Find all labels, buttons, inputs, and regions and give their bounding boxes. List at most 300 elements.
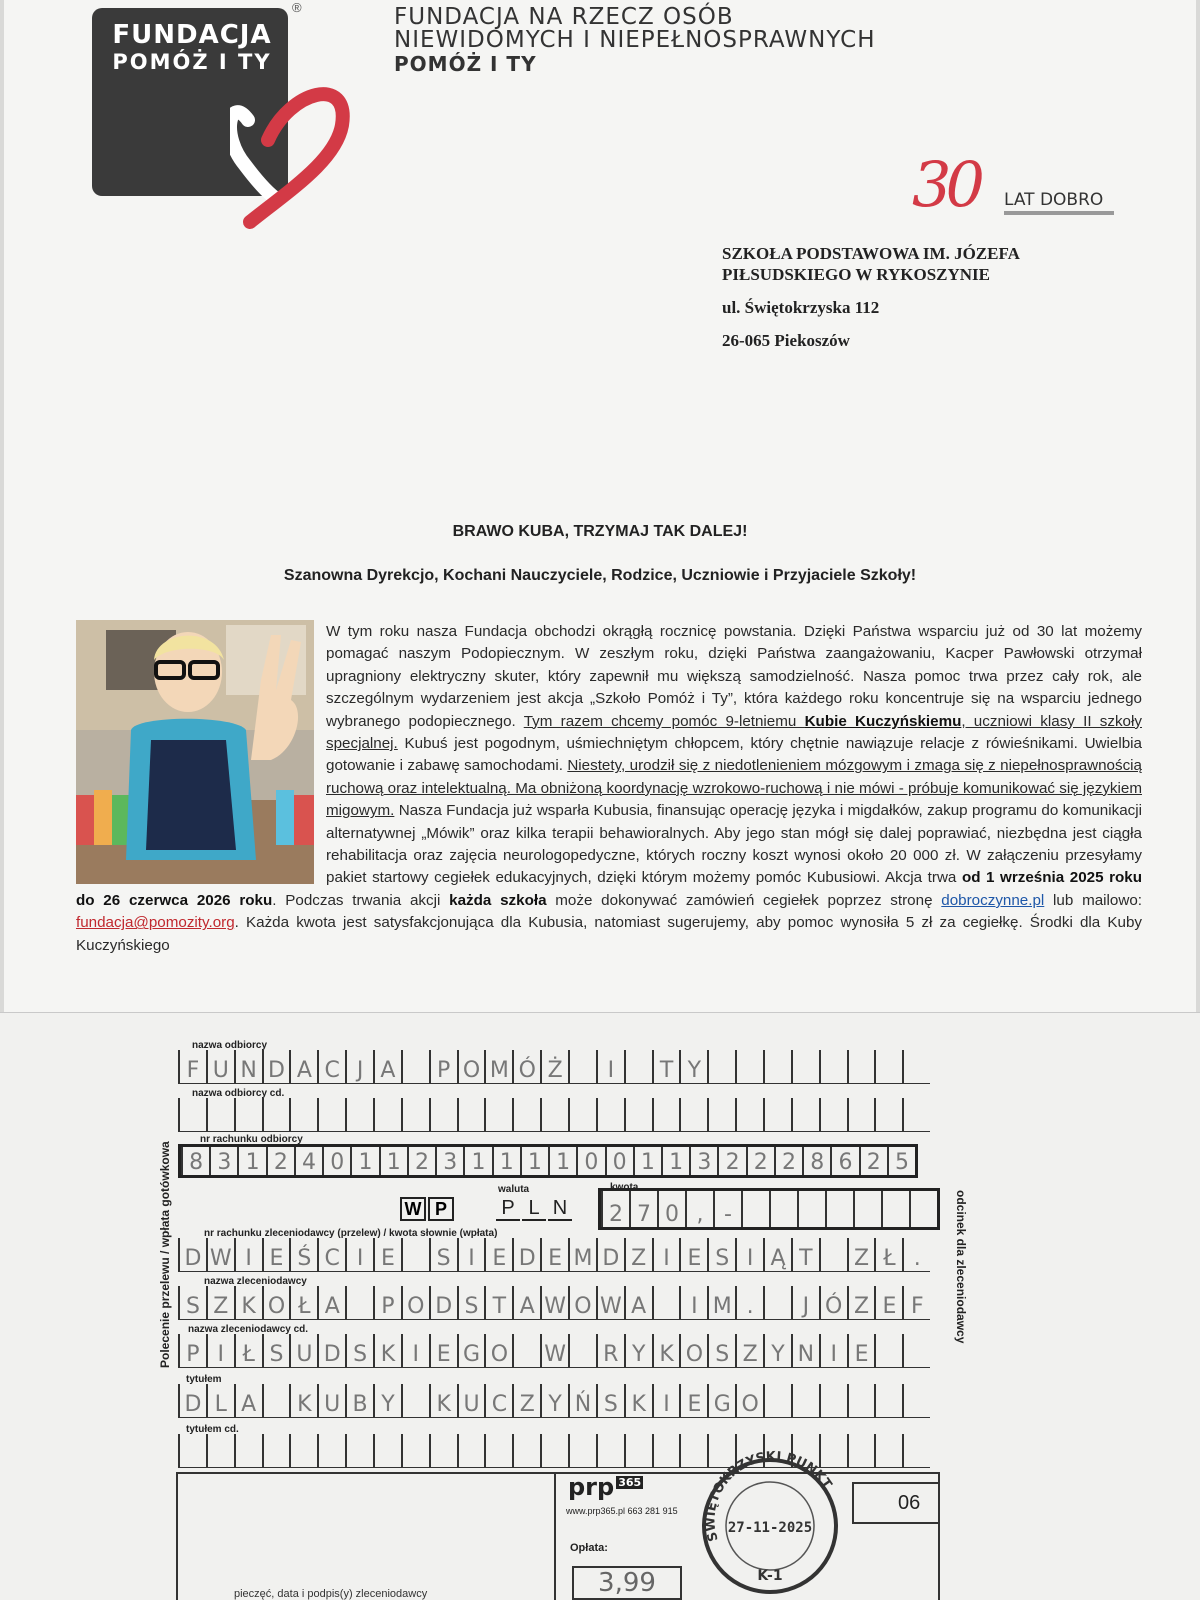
slip-cell: E <box>847 1334 875 1367</box>
slip-cell: I <box>735 1238 763 1271</box>
slip-cell: D <box>178 1384 206 1417</box>
account-cells <box>181 1147 915 1175</box>
slip-cell: U <box>289 1334 317 1367</box>
slip-cell <box>262 1098 290 1131</box>
slip-cell: D <box>429 1286 457 1319</box>
slip-cell: M <box>568 1238 596 1271</box>
slip-cell <box>373 1434 401 1467</box>
slip-cell: Y <box>679 1050 707 1083</box>
slip-cell: W <box>540 1334 568 1367</box>
slip-cell <box>902 1098 930 1131</box>
slip-cell: A <box>234 1384 262 1417</box>
paragraph-kubus: Kubuś jest pogodnym, uśmiechniętym chłopcem, który chętnie nawiązuje relacje z rówieśnikami. Uwielbia gotowanie i zabawę samochodami. <box>326 735 1142 775</box>
slip-cell <box>707 1050 735 1083</box>
slip-cell: K <box>652 1334 680 1367</box>
heart-icon <box>230 80 360 230</box>
org-name-line2: NIEWIDOMYCH I NIEPEŁNOSPRAWNYCH <box>394 27 876 53</box>
slip-cell: K <box>429 1384 457 1417</box>
slip-cell <box>206 1098 234 1131</box>
slip-cell <box>874 1050 902 1083</box>
slip-cell: D <box>596 1238 624 1271</box>
slip-cell: I <box>206 1334 234 1367</box>
slip-cell: 0 <box>605 1147 633 1175</box>
slip-cell: W <box>540 1286 568 1319</box>
slip-cell <box>735 1098 763 1131</box>
slip-cell: Z <box>847 1286 875 1319</box>
slip-cell: Ó <box>512 1050 540 1083</box>
letter-body <box>76 621 1142 957</box>
paragraph-support: Nasza Fundacja już wsparła Kubusia, finansując operację języka i migdałków, zakup programu do komunikacji alternatywnej „Mówik” oraz kilka terapii behawioralnych. Aby jego stan mógł się dalej poprawiać, niezbędna jest ciągła rehabilitacja oraz zajęcia neurologopedyczne, których roczny koszt wynosi około 20 000 zł. W załączeniu przesyłamy pakiet startowy cegiełek edukacyjnych, dzięki którym możemy pomóc Kubusiowi. Akcja trwa <box>326 802 1142 887</box>
slip-cell: Y <box>763 1334 791 1367</box>
slip-cell: U <box>317 1384 345 1417</box>
slip-cell: I <box>234 1238 262 1271</box>
slip-cell: A <box>512 1286 540 1319</box>
child-name: Kubie Kuczyńskiemu <box>804 712 962 730</box>
currency-char-3: N <box>548 1197 572 1221</box>
slip-cell <box>847 1434 875 1467</box>
slip-cell <box>568 1050 596 1083</box>
slip-cell <box>596 1434 624 1467</box>
slip-cell: O <box>457 1050 485 1083</box>
slip-cell: S <box>429 1238 457 1271</box>
slip-cell <box>401 1384 429 1417</box>
slip-cell: E <box>484 1238 512 1271</box>
slip-cell <box>874 1334 902 1367</box>
slip-cell <box>262 1384 290 1417</box>
slip-cell: G <box>457 1334 485 1367</box>
slip-cell: 4 <box>294 1147 322 1175</box>
slip-cell: O <box>568 1286 596 1319</box>
slip-cell: C <box>484 1384 512 1417</box>
slip-cell: E <box>262 1238 290 1271</box>
slip-cell: Ó <box>819 1286 847 1319</box>
prp-site: www.prp365.pl 663 281 915 <box>566 1506 678 1516</box>
slip-cell: Ł <box>234 1334 262 1367</box>
amount-field[interactable] <box>598 1188 940 1230</box>
website-link[interactable]: dobroczynne.pl <box>941 891 1045 909</box>
slip-cell <box>206 1434 234 1467</box>
slip-cell <box>540 1434 568 1467</box>
slip-cell <box>819 1098 847 1131</box>
slip-cell: I <box>679 1286 707 1319</box>
slip-cell: I <box>652 1384 680 1417</box>
slip-cell: E <box>679 1238 707 1271</box>
label-account: nr rachunku odbiorcy <box>200 1134 303 1145</box>
paragraph-class: , uczniowi klasy II szkoły specjalnej. <box>326 712 1142 753</box>
slip-cell <box>345 1286 373 1319</box>
slip-cell: D <box>178 1238 206 1271</box>
signature-note: pieczęć, data i podpis(y) zleceniodawcy <box>234 1588 428 1600</box>
amount-cells <box>601 1191 937 1227</box>
post-office-stamp <box>690 1440 850 1600</box>
recipient-line2: PIŁSUDSKIEGO W RYKOSZYNIE <box>722 265 991 284</box>
slip-cell: 0 <box>576 1147 604 1175</box>
slip-cell: U <box>457 1384 485 1417</box>
label-currency: waluta <box>498 1184 530 1195</box>
slip-cell: A <box>373 1050 401 1083</box>
slip-cell: T <box>652 1050 680 1083</box>
slip-cell <box>902 1434 930 1467</box>
slip-cell: I <box>596 1050 624 1083</box>
slip-cell <box>568 1098 596 1131</box>
slip-cell: M <box>484 1050 512 1083</box>
slip-cell: F <box>178 1050 206 1083</box>
slip-cell <box>847 1384 875 1417</box>
slip-cell: 3 <box>209 1147 237 1175</box>
slip-cell <box>763 1098 791 1131</box>
slip-cell <box>902 1384 930 1417</box>
slip-cell: D <box>317 1334 345 1367</box>
paragraph-closing: . Każda kwota jest satysfakcjonująca dla Kubusia, natomiast sugerujemy, aby pomoc wynosiła 5 zł za cegiełkę. Środki dla Kuby Kuczyńskiego <box>76 914 1142 954</box>
org-name-line3: POMÓŻ I TY <box>394 52 537 76</box>
slip-cell <box>797 1191 825 1227</box>
slip-cell: C <box>317 1050 345 1083</box>
slip-cell <box>741 1191 769 1227</box>
slip-cell: O <box>735 1384 763 1417</box>
slip-cell <box>652 1434 680 1467</box>
label-payer-account: nr rachunku zleceniodawcy (przelew) / kwota słownie (wpłata) <box>204 1228 498 1239</box>
stamp-text: ŚWIĘTOKRZYSKI PUNKT <box>703 1449 835 1544</box>
slip-cell: Y <box>624 1334 652 1367</box>
paragraph-order: może dokonywać zamówień cegiełek poprzez stronę <box>546 891 942 909</box>
slip-cell: S <box>707 1238 735 1271</box>
paragraph-condition: Niestety, urodził się z niedotlenieniem mózgowym i zmaga się z niepełnosprawnością ruchową oraz intelektualną. Ma obniżoną koordynację wzrokowo-ruchową i nie mówi - próbuje komunikować się językiem migowym. <box>326 757 1143 820</box>
recipient-cells <box>178 1050 930 1083</box>
slip-cell: 1 <box>492 1147 520 1175</box>
label-payer: nazwa zleceniodawcy <box>204 1276 307 1287</box>
slip-cell <box>763 1050 791 1083</box>
fee-label: Opłata: <box>570 1542 608 1554</box>
slip-cell: E <box>679 1384 707 1417</box>
slip-cell <box>707 1098 735 1131</box>
slip-cell <box>401 1434 429 1467</box>
slip-cell: 1 <box>661 1147 689 1175</box>
slip-cell: Z <box>206 1286 234 1319</box>
slip-cell: W <box>596 1286 624 1319</box>
slip-cell: E <box>429 1334 457 1367</box>
slip-cell: 3 <box>435 1147 463 1175</box>
slip-cell: K <box>373 1334 401 1367</box>
slip-cell <box>874 1098 902 1131</box>
slip-cell: D <box>512 1238 540 1271</box>
slip-cell: 2 <box>407 1147 435 1175</box>
stamp-code: K-1 <box>757 1568 783 1584</box>
slip-cell: 2 <box>774 1147 802 1175</box>
slip-cell <box>178 1434 206 1467</box>
currency-char-1: P <box>496 1197 520 1221</box>
slip-cell <box>819 1238 847 1271</box>
recipient-cd-field[interactable] <box>178 1098 930 1132</box>
paragraph-intro: W tym roku nasza Fundacja obchodzi okrągłą rocznicę powstania. Dzięki Państwa wsparciu już od 30 lat możemy pomagać naszym Podopiecznym. W zeszłym roku, dzięki Państwa zaangażowaniu, Kacper Pawłowski otrzymał upragniony elektryczny skuter, który zapewnił mu większą samodzielność. Nasza pomoc trwa przez cały rok, ale szczególnym wydarzeniem jest akcja „Szkoło Pomóż i Ty”, która każdego roku koncentruje się na wsparciu jednego wybranego podopiecznego. <box>326 623 1142 730</box>
slip-cell <box>819 1384 847 1417</box>
slip-cell: 1 <box>520 1147 548 1175</box>
slip-side-label-right: odcinek dla zleceniodawcy <box>954 1190 968 1344</box>
slip-cell: C <box>317 1238 345 1271</box>
slip-cell: Ń <box>568 1384 596 1417</box>
slip-cell: Ł <box>874 1238 902 1271</box>
slip-cell: N <box>791 1334 819 1367</box>
slip-cell: W <box>206 1238 234 1271</box>
slip-cell: I <box>652 1238 680 1271</box>
slip-cell <box>652 1098 680 1131</box>
fee-value: 3,99 <box>572 1566 682 1600</box>
recipient-city: 26-065 Piekoszów <box>722 331 850 350</box>
slip-cell <box>234 1434 262 1467</box>
anniversary-text: LAT DOBRO <box>1004 190 1104 210</box>
slip-cell <box>484 1098 512 1131</box>
anniversary-tagline-mark <box>1004 211 1114 215</box>
paragraph-help-intro: Tym razem chcemy pomóc 9-letniemu <box>523 712 805 730</box>
slip-cell <box>540 1098 568 1131</box>
slip-cell <box>512 1434 540 1467</box>
registered-mark: ® <box>292 0 302 15</box>
slip-cell: J <box>791 1286 819 1319</box>
email-link[interactable]: fundacja@pomozity.org <box>76 914 235 932</box>
slip-cell: E <box>373 1238 401 1271</box>
slip-cell: A <box>317 1286 345 1319</box>
slip-cell: 0 <box>657 1191 685 1227</box>
slip-cell <box>234 1098 262 1131</box>
slip-cell <box>763 1384 791 1417</box>
signature-box <box>176 1472 556 1600</box>
slip-cell <box>345 1434 373 1467</box>
slip-cell: B <box>345 1384 373 1417</box>
slip-cell: F <box>902 1286 930 1319</box>
slip-cell <box>902 1334 930 1367</box>
slip-cell <box>262 1434 290 1467</box>
stamp-date: 27-11-2025 <box>727 1520 813 1536</box>
slip-cell: I <box>345 1238 373 1271</box>
currency-char-2: L <box>522 1197 546 1221</box>
slip-cell: 5 <box>887 1147 915 1175</box>
letter-salutation: Szanowna Dyrekcjo, Kochani Nauczyciele, Rodzice, Uczniowie i Przyjaciele Szkoły! <box>283 567 917 584</box>
slip-cell <box>624 1098 652 1131</box>
slip-cell: I <box>457 1238 485 1271</box>
slip-cell: I <box>401 1334 429 1367</box>
anniversary-number: 30 <box>912 148 979 221</box>
slip-cell <box>791 1384 819 1417</box>
slip-cell <box>763 1286 791 1319</box>
prp-brand: prp <box>568 1473 615 1501</box>
slip-cell: 1 <box>350 1147 378 1175</box>
slip-cell: , <box>685 1191 713 1227</box>
slip-cell <box>847 1050 875 1083</box>
slip-cell <box>819 1050 847 1083</box>
recipient-street: ul. Świętokrzyska 112 <box>722 298 880 317</box>
slip-cell: 2 <box>859 1147 887 1175</box>
slip-cell <box>881 1191 909 1227</box>
slip-cell: Ż <box>540 1050 568 1083</box>
slip-cell <box>345 1098 373 1131</box>
label-title-cd: tytułem cd. <box>186 1424 239 1435</box>
slip-cell: Y <box>373 1384 401 1417</box>
slip-cell: S <box>262 1334 290 1367</box>
label-payer-cd: nazwa zleceniodawcy cd. <box>188 1324 309 1335</box>
slip-cell: P <box>429 1050 457 1083</box>
slip-cell <box>373 1098 401 1131</box>
slip-cell: Ł <box>289 1286 317 1319</box>
slip-cell: M <box>707 1286 735 1319</box>
slip-cell: - <box>713 1191 741 1227</box>
slip-cell: Ś <box>289 1238 317 1271</box>
slip-cell: S <box>457 1286 485 1319</box>
slip-cell: P <box>178 1334 206 1367</box>
slip-cell: Z <box>624 1238 652 1271</box>
slip-cell: 0 <box>322 1147 350 1175</box>
slip-cell <box>457 1098 485 1131</box>
logo-line2: POMÓŻ I TY <box>112 50 272 74</box>
payer-cd-field[interactable] <box>178 1334 930 1368</box>
slip-cell: 2 <box>266 1147 294 1175</box>
label-title: tytułem <box>186 1374 222 1385</box>
slip-cell <box>847 1098 875 1131</box>
slip-cell: T <box>484 1286 512 1319</box>
slip-cell: N <box>234 1050 262 1083</box>
slip-cell <box>289 1434 317 1467</box>
slip-cell <box>512 1334 540 1367</box>
slip-cell: G <box>707 1384 735 1417</box>
slip-cell <box>317 1098 345 1131</box>
slip-cell: S <box>345 1334 373 1367</box>
label-amount: kwota <box>610 1182 639 1193</box>
amount-words-cells <box>178 1238 930 1271</box>
slip-cell <box>484 1434 512 1467</box>
slip-cell: E <box>874 1286 902 1319</box>
payer-cells <box>178 1286 930 1319</box>
slip-cell: . <box>735 1286 763 1319</box>
each-school: każda szkoła <box>449 891 547 909</box>
slip-cell: A <box>289 1050 317 1083</box>
prp-badge: 365 <box>618 1476 642 1489</box>
slip-cell: P <box>373 1286 401 1319</box>
slip-cell: K <box>234 1286 262 1319</box>
form-number-box <box>852 1482 940 1524</box>
slip-cell: U <box>206 1050 234 1083</box>
slip-cell: A <box>624 1286 652 1319</box>
slip-cell: O <box>262 1286 290 1319</box>
slip-cell <box>853 1191 881 1227</box>
slip-cell: 1 <box>548 1147 576 1175</box>
code-box-p: P <box>428 1197 454 1221</box>
slip-cell <box>401 1050 429 1083</box>
slip-cell <box>874 1434 902 1467</box>
prp-logo <box>568 1473 643 1501</box>
slip-cell <box>909 1191 937 1227</box>
title-cells <box>178 1384 930 1417</box>
slip-cell <box>624 1050 652 1083</box>
slip-cell: Ą <box>763 1238 791 1271</box>
slip-cell: 1 <box>237 1147 265 1175</box>
recipient-cd-cells <box>178 1098 930 1131</box>
slip-cell: E <box>540 1238 568 1271</box>
payer-cd-cells <box>178 1334 930 1367</box>
label-recipient-cd: nazwa odbiorcy cd. <box>192 1088 285 1099</box>
slip-cell <box>791 1050 819 1083</box>
code-box-w: W <box>400 1197 426 1221</box>
slip-cell <box>457 1434 485 1467</box>
slip-cell <box>874 1384 902 1417</box>
slip-cell <box>429 1098 457 1131</box>
slip-cell: Y <box>540 1384 568 1417</box>
slip-cell <box>178 1098 206 1131</box>
slip-cell <box>568 1334 596 1367</box>
amount-words-field[interactable] <box>178 1238 930 1272</box>
slip-cell: S <box>707 1334 735 1367</box>
slip-cell <box>512 1098 540 1131</box>
slip-cell <box>289 1098 317 1131</box>
paragraph-or-mail: lub mailowo: <box>1044 891 1142 909</box>
slip-cell: I <box>819 1334 847 1367</box>
logo-line1: FUNDACJA <box>112 20 272 50</box>
slip-cell: 2 <box>717 1147 745 1175</box>
slip-cell: 8 <box>181 1147 209 1175</box>
form-number: 06 <box>898 1492 921 1514</box>
slip-cell: 7 <box>629 1191 657 1227</box>
paragraph-during: . Podczas trwania akcji <box>272 891 450 909</box>
slip-cell: L <box>206 1384 234 1417</box>
letter-headline: BRAWO KUBA, TRZYMAJ TAK DALEJ! <box>452 523 748 540</box>
slip-cell: O <box>679 1334 707 1367</box>
org-name-line1: FUNDACJA NA RZECZ OSÓB <box>394 4 734 30</box>
slip-cell: S <box>596 1384 624 1417</box>
slip-cell: 1 <box>633 1147 661 1175</box>
slip-cell <box>596 1098 624 1131</box>
slip-cell: 6 <box>830 1147 858 1175</box>
slip-cell: 1 <box>463 1147 491 1175</box>
slip-cell: Z <box>735 1334 763 1367</box>
slip-cell <box>317 1434 345 1467</box>
slip-cell: 1 <box>379 1147 407 1175</box>
slip-cell <box>902 1050 930 1083</box>
slip-cell <box>652 1286 680 1319</box>
slip-cell <box>401 1098 429 1131</box>
slip-cell: T <box>791 1238 819 1271</box>
slip-cell: 3 <box>689 1147 717 1175</box>
slip-cell: O <box>484 1334 512 1367</box>
slip-side-label: Polecenie przelewu / wpłata gotówkowa <box>158 1141 172 1368</box>
slip-cell: D <box>262 1050 290 1083</box>
account-field[interactable] <box>178 1144 918 1178</box>
slip-cell: Z <box>847 1238 875 1271</box>
slip-cell: 2 <box>746 1147 774 1175</box>
slip-cell: J <box>345 1050 373 1083</box>
slip-cell: Z <box>512 1384 540 1417</box>
slip-cell <box>401 1238 429 1271</box>
slip-cell: 2 <box>601 1191 629 1227</box>
campaign-dates: od 1 września 2025 roku do 26 czerwca 2026 roku <box>76 869 1143 909</box>
slip-cell <box>679 1098 707 1131</box>
slip-cell <box>624 1434 652 1467</box>
slip-cell <box>429 1434 457 1467</box>
slip-cell <box>568 1434 596 1467</box>
slip-cell: R <box>596 1334 624 1367</box>
slip-cell: S <box>178 1286 206 1319</box>
recipient-line1: SZKOŁA PODSTAWOWA IM. JÓZEFA <box>722 244 1020 263</box>
slip-cell: K <box>289 1384 317 1417</box>
slip-cell: O <box>401 1286 429 1319</box>
label-recipient: nazwa odbiorcy <box>192 1040 268 1051</box>
slip-cell: K <box>624 1384 652 1417</box>
slip-cell: 8 <box>802 1147 830 1175</box>
slip-cell <box>769 1191 797 1227</box>
slip-cell <box>825 1191 853 1227</box>
payer-field[interactable] <box>178 1286 930 1320</box>
slip-cell <box>735 1050 763 1083</box>
slip-cell: . <box>902 1238 930 1271</box>
recipient-field[interactable] <box>178 1050 930 1084</box>
slip-cell <box>791 1098 819 1131</box>
title-field[interactable] <box>178 1384 930 1418</box>
